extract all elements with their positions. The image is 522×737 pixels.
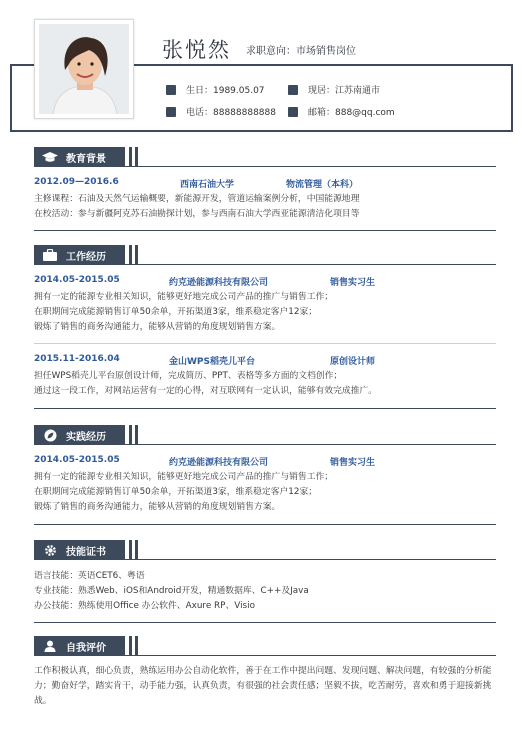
home-icon [288, 85, 298, 95]
portrait-image [39, 24, 129, 114]
info-birth [166, 83, 265, 96]
leaf-icon [42, 429, 58, 441]
job-intent: 求职意向：市场销售岗位 [246, 46, 356, 57]
email-text: 邮箱：888@qq.com [308, 108, 395, 118]
section-education [34, 147, 496, 167]
job-line: 拥有一定的能源专业相关知识，能够更好地完成公司产品的推广与销售工作； [34, 292, 334, 302]
job-row [34, 275, 376, 288]
practice-company: 约克逊能源科技有限公司 [169, 458, 269, 468]
edu-major: 物流管理（本科） [286, 180, 359, 190]
section-tag [34, 245, 125, 265]
section-underline [34, 166, 496, 167]
job-company: 金山WPS稻壳儿平台 [169, 357, 256, 367]
practice-line: 锻炼了销售的商务沟通能力，能够从营销的角度规划销售方案。 [34, 502, 281, 512]
info-location [288, 83, 380, 96]
job-line: 通过这一段工作，对网站运营有一定的心得，对互联网有一定认识，能够有效完成推广。 [34, 386, 378, 396]
practice-role: 销售实习生 [330, 458, 376, 468]
candidate-name: 张悦然 [162, 38, 231, 62]
section-practice [34, 425, 496, 445]
section-tag [34, 636, 125, 656]
job-period: 2015.11-2016.04 [34, 354, 120, 364]
job-line: 锻炼了销售的商务沟通能力，能够从营销的角度规划销售方案。 [34, 322, 281, 332]
divider [34, 230, 496, 231]
section-title: 教育背景 [66, 153, 106, 165]
practice-line: 在职期间完成能源销售订单50余单，开拓渠道3家，维系稳定客户12家； [34, 487, 318, 497]
skill-line: 办公技能：熟练使用Office 办公软件、Axure RP、Visio [34, 601, 255, 611]
edu-courses: 主修课程：石油及天然气运输概要，新能源开发，管道运输案例分析，中国能源地理 [34, 194, 360, 204]
job-company: 约克逊能源科技有限公司 [169, 278, 269, 288]
profile-photo [34, 19, 134, 119]
divider [34, 524, 496, 525]
phone-icon [166, 107, 176, 117]
section-underline [34, 264, 496, 265]
practice-line: 拥有一定的能源专业相关知识，能够更好地完成公司产品的推广与销售工作； [34, 472, 334, 482]
divider [34, 408, 496, 409]
section-self-evaluation [34, 636, 496, 656]
divider [34, 343, 496, 344]
skill-line: 语言技能：英语CET6、粤语 [34, 571, 145, 581]
briefcase-icon [42, 249, 58, 261]
practice-row [34, 455, 376, 468]
user-icon [42, 640, 58, 652]
info-phone [166, 105, 276, 118]
section-tag [34, 147, 125, 167]
section-tag [34, 425, 125, 445]
section-title: 技能证书 [66, 546, 106, 558]
section-underline [34, 655, 496, 656]
job-line: 担任WPS稻壳儿平台原创设计师，完成简历、PPT、表格等多方面的文档创作； [34, 371, 343, 381]
section-title: 实践经历 [66, 431, 106, 443]
info-email [288, 105, 395, 118]
section-underline [34, 559, 496, 560]
job-period: 2014.05-2015.05 [34, 275, 120, 285]
mail-icon [288, 107, 298, 117]
section-work [34, 245, 496, 265]
section-underline [34, 444, 496, 445]
job-line: 在职期间完成能源销售订单50余单，开拓渠道3家，维系稳定客户12家； [34, 307, 318, 317]
education-row [34, 177, 359, 190]
birth-text: 生日：1989.05.07 [186, 86, 265, 96]
gear-icon [42, 544, 58, 556]
skill-line: 专业技能：熟悉Web、iOS和Android开发，精通数据库、C++及Java [34, 586, 309, 596]
section-title: 工作经历 [66, 251, 106, 263]
divider [34, 622, 496, 623]
job-role: 原创设计师 [330, 357, 376, 367]
practice-period: 2014.05-2015.05 [34, 455, 120, 465]
edu-school: 西南石油大学 [180, 180, 235, 190]
phone-text: 电话：88888888888 [186, 108, 276, 118]
location-text: 现居：江苏南通市 [308, 86, 381, 96]
edu-period: 2012.09—2016.6 [34, 177, 119, 187]
job-row [34, 354, 376, 367]
avatar [39, 24, 129, 114]
job-role: 销售实习生 [330, 278, 376, 288]
self-evaluation-text: 工作积极认真，细心负责，熟练运用办公自动化软件，善于在工作中提出问题、发现问题、解决问题，有较强的分析能力；勤奋好学，踏实肯干，动手能力强，认真负责，有很强的社会责任感；坚毅不拔，吃苦耐劳，喜欢和勇于迎接新挑战。 [34, 666, 492, 706]
section-tag [34, 540, 125, 560]
section-skills [34, 540, 496, 560]
graduation-cap-icon [42, 151, 58, 163]
edu-activities: 在校活动：参与新疆阿克苏石油勘探计划，参与西南石油大学西亚能源清洁化项目等 [34, 209, 360, 219]
calendar-icon [166, 85, 176, 95]
section-title: 自我评价 [66, 642, 106, 654]
